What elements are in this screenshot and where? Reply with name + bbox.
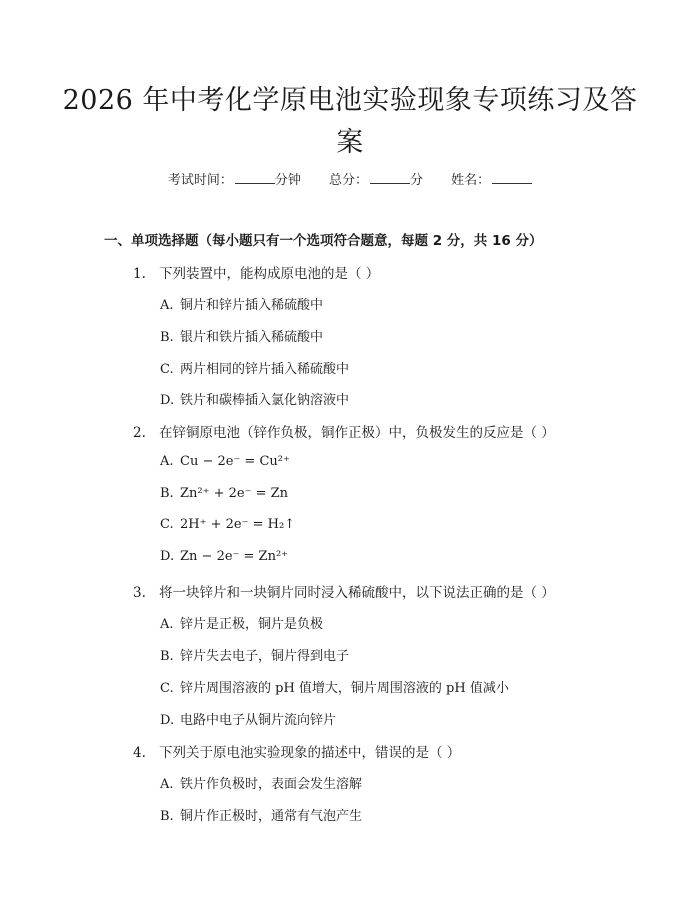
question-text: 下列装置中，能构成原电池的是（ ） bbox=[159, 266, 380, 282]
option-letter: B. bbox=[160, 649, 174, 664]
option-letter: A. bbox=[160, 454, 174, 469]
option-letter: D. bbox=[160, 713, 175, 728]
question-number: 3. bbox=[133, 585, 146, 601]
option-text: 两片相同的锌片插入稀硫酸中 bbox=[180, 362, 350, 377]
exam-meta bbox=[0, 169, 700, 188]
question-number: 1. bbox=[133, 266, 146, 282]
question-1 bbox=[133, 262, 379, 282]
option-text: 铁片作负极时，表面会发生溶解 bbox=[180, 777, 363, 792]
question-text: 将一块锌片和一块铜片同时浸入稀硫酸中，以下说法正确的是（ ） bbox=[159, 585, 555, 601]
option-text: 2H⁺ + 2e⁻ = H₂↑ bbox=[180, 517, 296, 532]
option-4b bbox=[160, 805, 362, 824]
option-letter: A. bbox=[160, 298, 174, 313]
question-4 bbox=[133, 741, 460, 761]
time-label: 考试时间： bbox=[167, 173, 233, 188]
option-letter: C. bbox=[160, 517, 174, 532]
name-field bbox=[451, 173, 532, 188]
option-text: 银片和铁片插入稀硫酸中 bbox=[180, 330, 324, 345]
option-4a bbox=[160, 773, 362, 792]
question-2 bbox=[133, 421, 555, 441]
question-text: 在锌铜原电池（锌作负极，铜作正极）中，负极发生的反应是（ ） bbox=[159, 425, 555, 441]
option-text: 铜片作正极时，通常有气泡产生 bbox=[180, 809, 363, 824]
question-number: 4. bbox=[133, 745, 146, 761]
option-letter: D. bbox=[160, 393, 175, 408]
option-letter: D. bbox=[160, 549, 175, 564]
option-text: Cu − 2e⁻ = Cu²⁺ bbox=[180, 454, 290, 469]
question-text: 下列关于原电池实验现象的描述中，错误的是（ ） bbox=[159, 745, 461, 761]
option-letter: A. bbox=[160, 617, 174, 632]
option-letter: B. bbox=[160, 330, 174, 345]
option-letter: C. bbox=[160, 362, 174, 377]
option-text: Zn²⁺ + 2e⁻ = Zn bbox=[180, 486, 289, 501]
option-3c bbox=[160, 677, 509, 696]
score-label: 总分： bbox=[328, 173, 368, 188]
option-letter: C. bbox=[160, 681, 174, 696]
name-blank[interactable] bbox=[492, 171, 532, 184]
option-text: 锌片失去电子，铜片得到电子 bbox=[180, 649, 350, 664]
score-unit: 分 bbox=[410, 173, 424, 188]
option-3b bbox=[160, 645, 349, 664]
option-1c bbox=[160, 358, 349, 377]
option-1b bbox=[160, 326, 323, 345]
option-3a bbox=[160, 613, 323, 632]
time-blank[interactable] bbox=[235, 171, 275, 184]
question-number: 2. bbox=[133, 425, 146, 441]
question-3 bbox=[133, 581, 555, 601]
option-2c bbox=[160, 517, 295, 532]
option-text: 铜片和锌片插入稀硫酸中 bbox=[180, 298, 324, 313]
option-3d bbox=[160, 709, 336, 728]
option-1a bbox=[160, 294, 323, 313]
option-letter: A. bbox=[160, 777, 174, 792]
page-title: 2026 年中考化学原电池实验现象专项练习及答案 bbox=[62, 85, 638, 158]
option-text: 锌片是正极，铜片是负极 bbox=[180, 617, 324, 632]
score-blank[interactable] bbox=[370, 171, 410, 184]
time-unit: 分钟 bbox=[274, 173, 301, 188]
time-field bbox=[168, 173, 305, 188]
option-text: Zn − 2e⁻ = Zn²⁺ bbox=[180, 549, 289, 564]
option-letter: B. bbox=[160, 809, 174, 824]
name-label: 姓名： bbox=[451, 173, 491, 188]
option-1d bbox=[160, 389, 349, 408]
score-field bbox=[329, 173, 427, 188]
option-2d bbox=[160, 549, 288, 564]
option-2a bbox=[160, 454, 290, 469]
option-2b bbox=[160, 486, 288, 501]
option-letter: B. bbox=[160, 486, 174, 501]
option-text: 锌片周围溶液的 pH 值增大，铜片周围溶液的 pH 值减小 bbox=[180, 681, 509, 696]
option-text: 电路中电子从铜片流向锌片 bbox=[180, 713, 337, 728]
option-text: 铁片和碳棒插入氯化钠溶液中 bbox=[180, 393, 350, 408]
section-heading: 一、单项选择题（每小题只有一个选项符合题意，每题 2 分，共 16 分） bbox=[104, 233, 543, 249]
